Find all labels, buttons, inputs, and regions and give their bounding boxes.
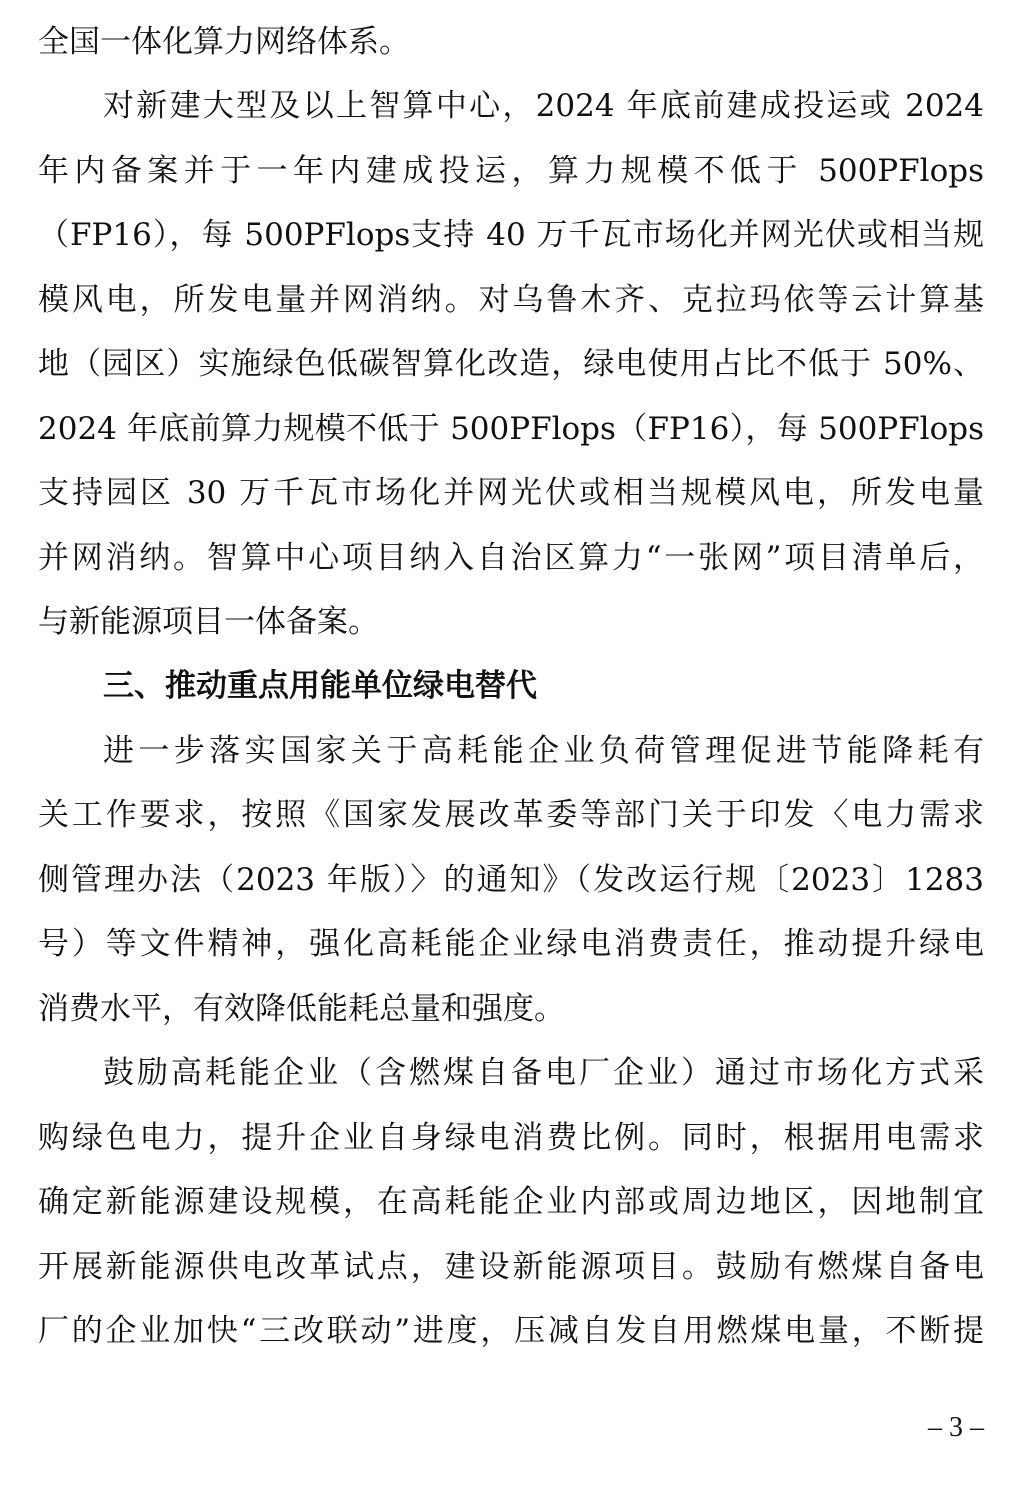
paragraph-3-line-4: 号）等文件精神，强化高耗能企业绿电消费责任，推动提升绿电 xyxy=(38,926,984,962)
paragraph-3-line-1: 进一步落实国家关于高耗能企业负荷管理促进节能降耗有 xyxy=(103,733,984,769)
paragraph-2-line-8: 并网消纳。智算中心项目纳入自治区算力“一张网”项目清单后， xyxy=(38,540,984,576)
paragraph-4-line-3: 确定新能源建设规模，在高耗能企业内部或周边地区，因地制宜 xyxy=(38,1184,984,1220)
paragraph-1-line-1: 全国一体化算力网络体系。 xyxy=(38,24,410,60)
paragraph-2-line-4: 模风电，所发电量并网消纳。对乌鲁木齐、克拉玛依等云计算基 xyxy=(38,282,984,318)
paragraph-2-line-3: （FP16），每 500PFlops支持 40 万千瓦市场化并网光伏或相当规 xyxy=(38,217,984,253)
paragraph-3-line-2: 关工作要求，按照《国家发展改革委等部门关于印发〈电力需求 xyxy=(38,797,984,833)
paragraph-4-line-5: 厂的企业加快“三改联动”进度，压减自发自用燃煤电量，不断提 xyxy=(38,1313,984,1349)
paragraph-2-line-7: 支持园区 30 万千瓦市场化并网光伏或相当规模风电，所发电量 xyxy=(38,475,984,511)
paragraph-4-line-1: 鼓励高耗能企业（含燃煤自备电厂企业）通过市场化方式采 xyxy=(103,1055,984,1091)
paragraph-4-line-4: 开展新能源供电改革试点，建设新能源项目。鼓励有燃煤自备电 xyxy=(38,1249,984,1285)
paragraph-2-line-9: 与新能源项目一体备案。 xyxy=(38,604,379,640)
paragraph-2-line-6: 2024 年底前算力规模不低于 500PFlops（FP16），每 500PFlops xyxy=(38,411,984,447)
paragraph-2-line-2: 年内备案并于一年内建成投运，算力规模不低于 500PFlops xyxy=(38,153,984,189)
paragraph-2-line-5: 地（园区）实施绿色低碳智算化改造，绿电使用占比不低于 50%、 xyxy=(38,346,984,382)
paragraph-2-line-1: 对新建大型及以上智算中心，2024 年底前建成投运或 2024 xyxy=(103,88,984,124)
paragraph-3-line-5: 消费水平，有效降低能耗总量和强度。 xyxy=(38,991,565,1027)
paragraph-4-line-2: 购绿色电力，提升企业自身绿电消费比例。同时，根据用电需求 xyxy=(38,1120,984,1156)
page-number: – 3 – xyxy=(928,1412,984,1443)
section-heading: 三、推动重点用能单位绿电替代 xyxy=(103,668,537,704)
paragraph-3-line-3: 侧管理办法（2023 年版）〉的通知》（发改运行规〔2023〕1283 xyxy=(38,862,984,898)
